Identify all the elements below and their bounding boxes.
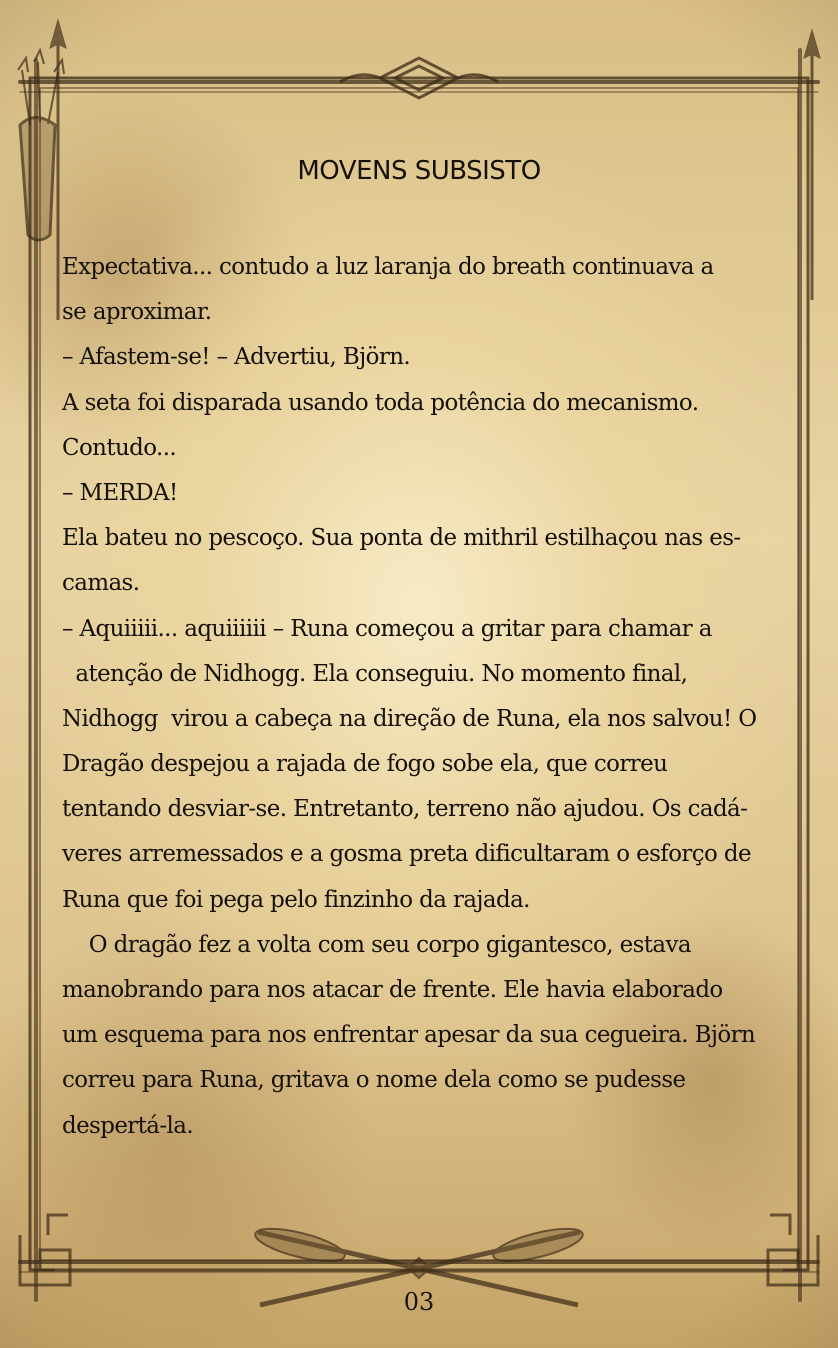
page-number: 03: [403, 1288, 435, 1316]
text-line: O dragão fez a volta com seu corpo gigantesco, estava: [62, 931, 691, 958]
text-line: Ela bateu no pescoço. Sua ponta de mithril estilhaçou nas es-: [62, 525, 741, 552]
text-line: Contudo...: [62, 434, 177, 461]
text-line: atenção de Nidhogg. Ela conseguiu. No momento final,: [62, 660, 688, 687]
text-line: camas.: [62, 570, 140, 597]
text-line: se aproximar.: [62, 299, 212, 326]
text-line: Nidhogg virou a cabeça na direção de Runa, ela nos salvou! O: [62, 705, 757, 732]
text-line: – Afastem-se! – Advertiu, Björn.: [62, 344, 411, 371]
text-line: Expectativa... contudo a luz laranja do breath continuava a: [62, 254, 714, 280]
text-line: manobrando para nos atacar de frente. Ele havia elaborado: [62, 977, 723, 1003]
text-line: um esquema para nos enfrentar apesar da sua cegueira. Björn: [62, 1022, 756, 1049]
text-line: – MERDA!: [62, 479, 178, 506]
text-line: despertá-la.: [62, 1112, 194, 1139]
text-line: Runa que foi pega pelo finzinho da rajada.: [62, 886, 530, 913]
text-line: tentando desviar-se. Entretanto, terreno não ajudou. Os cadá-: [62, 796, 748, 823]
chapter-title: MOVENS SUBSISTO: [297, 156, 541, 186]
text-line: – Aquiiiii... aquiiiiii – Runa começou a gritar para chamar a: [62, 615, 712, 642]
text-line: Dragão despejou a rajada de fogo sobe ela, que correu: [62, 751, 668, 778]
text-line: A seta foi disparada usando toda potência do mecanismo.: [62, 389, 699, 416]
text-line: veres arremessados e a gosma preta dificultaram o esforço de: [62, 841, 751, 868]
text-line: correu para Runa, gritava o nome dela como se pudesse: [62, 1067, 686, 1094]
body-text: [62, 245, 782, 1149]
